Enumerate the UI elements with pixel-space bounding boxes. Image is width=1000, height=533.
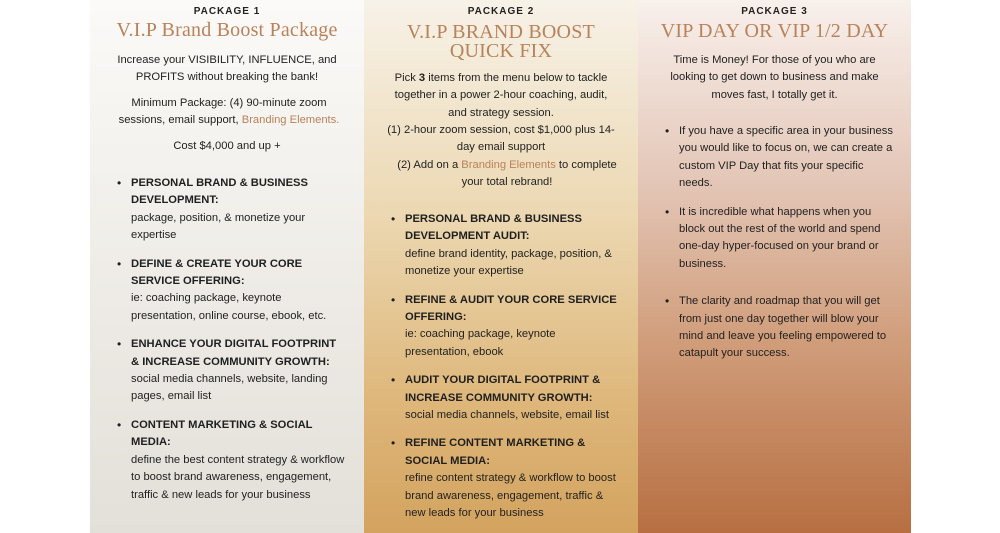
intro-post: items from the menu below to tackle together in a power 2-hour coaching, audit, and strategy session. (394, 72, 608, 119)
minimum-package-text (112, 95, 346, 130)
list-item-heading: • REFINE CONTENT MARKETING & SOCIAL MEDIA: (405, 437, 586, 467)
option-2 (394, 157, 620, 192)
list-item-text: • If you have a specific area in your business you would like to focus on, we can create a custom VIP Day that fits your specific needs. (679, 125, 893, 190)
list-item-heading: • REFINE & AUDIT YOUR CORE SERVICE OFFERING: (405, 293, 617, 324)
list-item (117, 175, 347, 245)
package-2-list (391, 211, 623, 523)
package-title: V.I.P BRAND BOOST QUICK FIX (407, 21, 595, 62)
list-item-text: • The clarity and roadmap that you will get from just one day together will blow your mind and leave you feeling empowered to catapult your success. (679, 295, 887, 360)
list-item (391, 435, 623, 522)
branding-elements-link[interactable]: Branding Elements. (241, 114, 340, 127)
list-item-description: define brand identity, package, position, & monetize your expertise (405, 247, 612, 278)
package-3-column (638, 0, 911, 533)
option-1: (1) 2-hour zoom session, cost $1,000 plus 14-day email support (387, 124, 615, 154)
list-item-heading: • DEFINE & CREATE YOUR CORE SERVICE OFFERING: (131, 257, 303, 288)
list-item-heading: • ENHANCE YOUR DIGITAL FOOTPRINT & INCREASE COMMUNITY GROWTH: (131, 338, 337, 368)
package-1-list (117, 175, 347, 504)
list-item (391, 292, 623, 362)
list-item-heading: • PERSONAL BRAND & BUSINESS DEVELOPMENT: (131, 177, 308, 207)
package-3-list (665, 123, 897, 363)
list-item (665, 204, 897, 274)
list-item (665, 123, 897, 193)
package-intro: Time is Money! For those of you who are looking to get down to business and make moves fast, I totally get it. (670, 54, 879, 101)
package-intro (386, 70, 616, 122)
package-title: V.I.P Brand Boost Package (116, 19, 338, 41)
list-item (665, 293, 897, 363)
list-item-description: ie: coaching package, keynote presentation, online course, ebook, etc. (131, 292, 327, 322)
option-2-post: to complete your total rebrand! (461, 159, 617, 189)
list-item (391, 211, 623, 281)
list-item-description: define the best content strategy & workflow to boost brand awareness, engagement, traffic & new leads for your business (131, 453, 345, 501)
intro-pre: Pick (394, 72, 419, 84)
package-label: PACKAGE 2 (467, 6, 535, 17)
list-item-description: social media channels, website, email list (405, 409, 609, 422)
list-item (117, 256, 347, 326)
package-2-column (364, 0, 638, 533)
list-item-heading: • AUDIT YOUR DIGITAL FOOTPRINT & INCREASE COMMUNITY GROWTH: (405, 374, 601, 404)
list-item-description: ie: coaching package, keynote presentation, ebook (405, 328, 556, 358)
list-item-description: package, position, & monetize your expertise (131, 211, 306, 242)
package-label: PACKAGE 3 (741, 6, 808, 17)
package-title: VIP DAY OR VIP 1/2 DAY (660, 20, 889, 42)
package-cost: Cost $4,000 and up + (173, 140, 281, 152)
package-1-column (90, 0, 364, 533)
package-intro: Increase your VISIBILITY, INFLUENCE, and PROFITS without breaking the bank! (117, 54, 337, 84)
list-item-description: social media channels, website, landing pages, email list (131, 373, 328, 403)
intro-number: 3 (418, 72, 426, 84)
option-2-pre: (2) Add on a (397, 159, 462, 171)
list-item-heading: • PERSONAL BRAND & BUSINESS DEVELOPMENT AUDIT: (405, 213, 582, 243)
list-item-text: • It is incredible what happens when you block out the rest of the world and spend one-day hyper-focused on your brand or business. (679, 205, 881, 270)
list-item (391, 372, 623, 424)
list-item-description: refine content strategy & workflow to boost brand awareness, engagement, traffic & new leads for your business (405, 472, 616, 520)
package-label: PACKAGE 1 (193, 6, 261, 17)
branding-elements-link[interactable]: Branding Elements (461, 159, 556, 171)
list-item (117, 417, 347, 504)
list-item-heading: • CONTENT MARKETING & SOCIAL MEDIA: (131, 418, 313, 449)
list-item (117, 336, 347, 406)
minimum-package-label: Minimum Package: (4) 90-minute zoom sessions, email support, (118, 97, 327, 127)
